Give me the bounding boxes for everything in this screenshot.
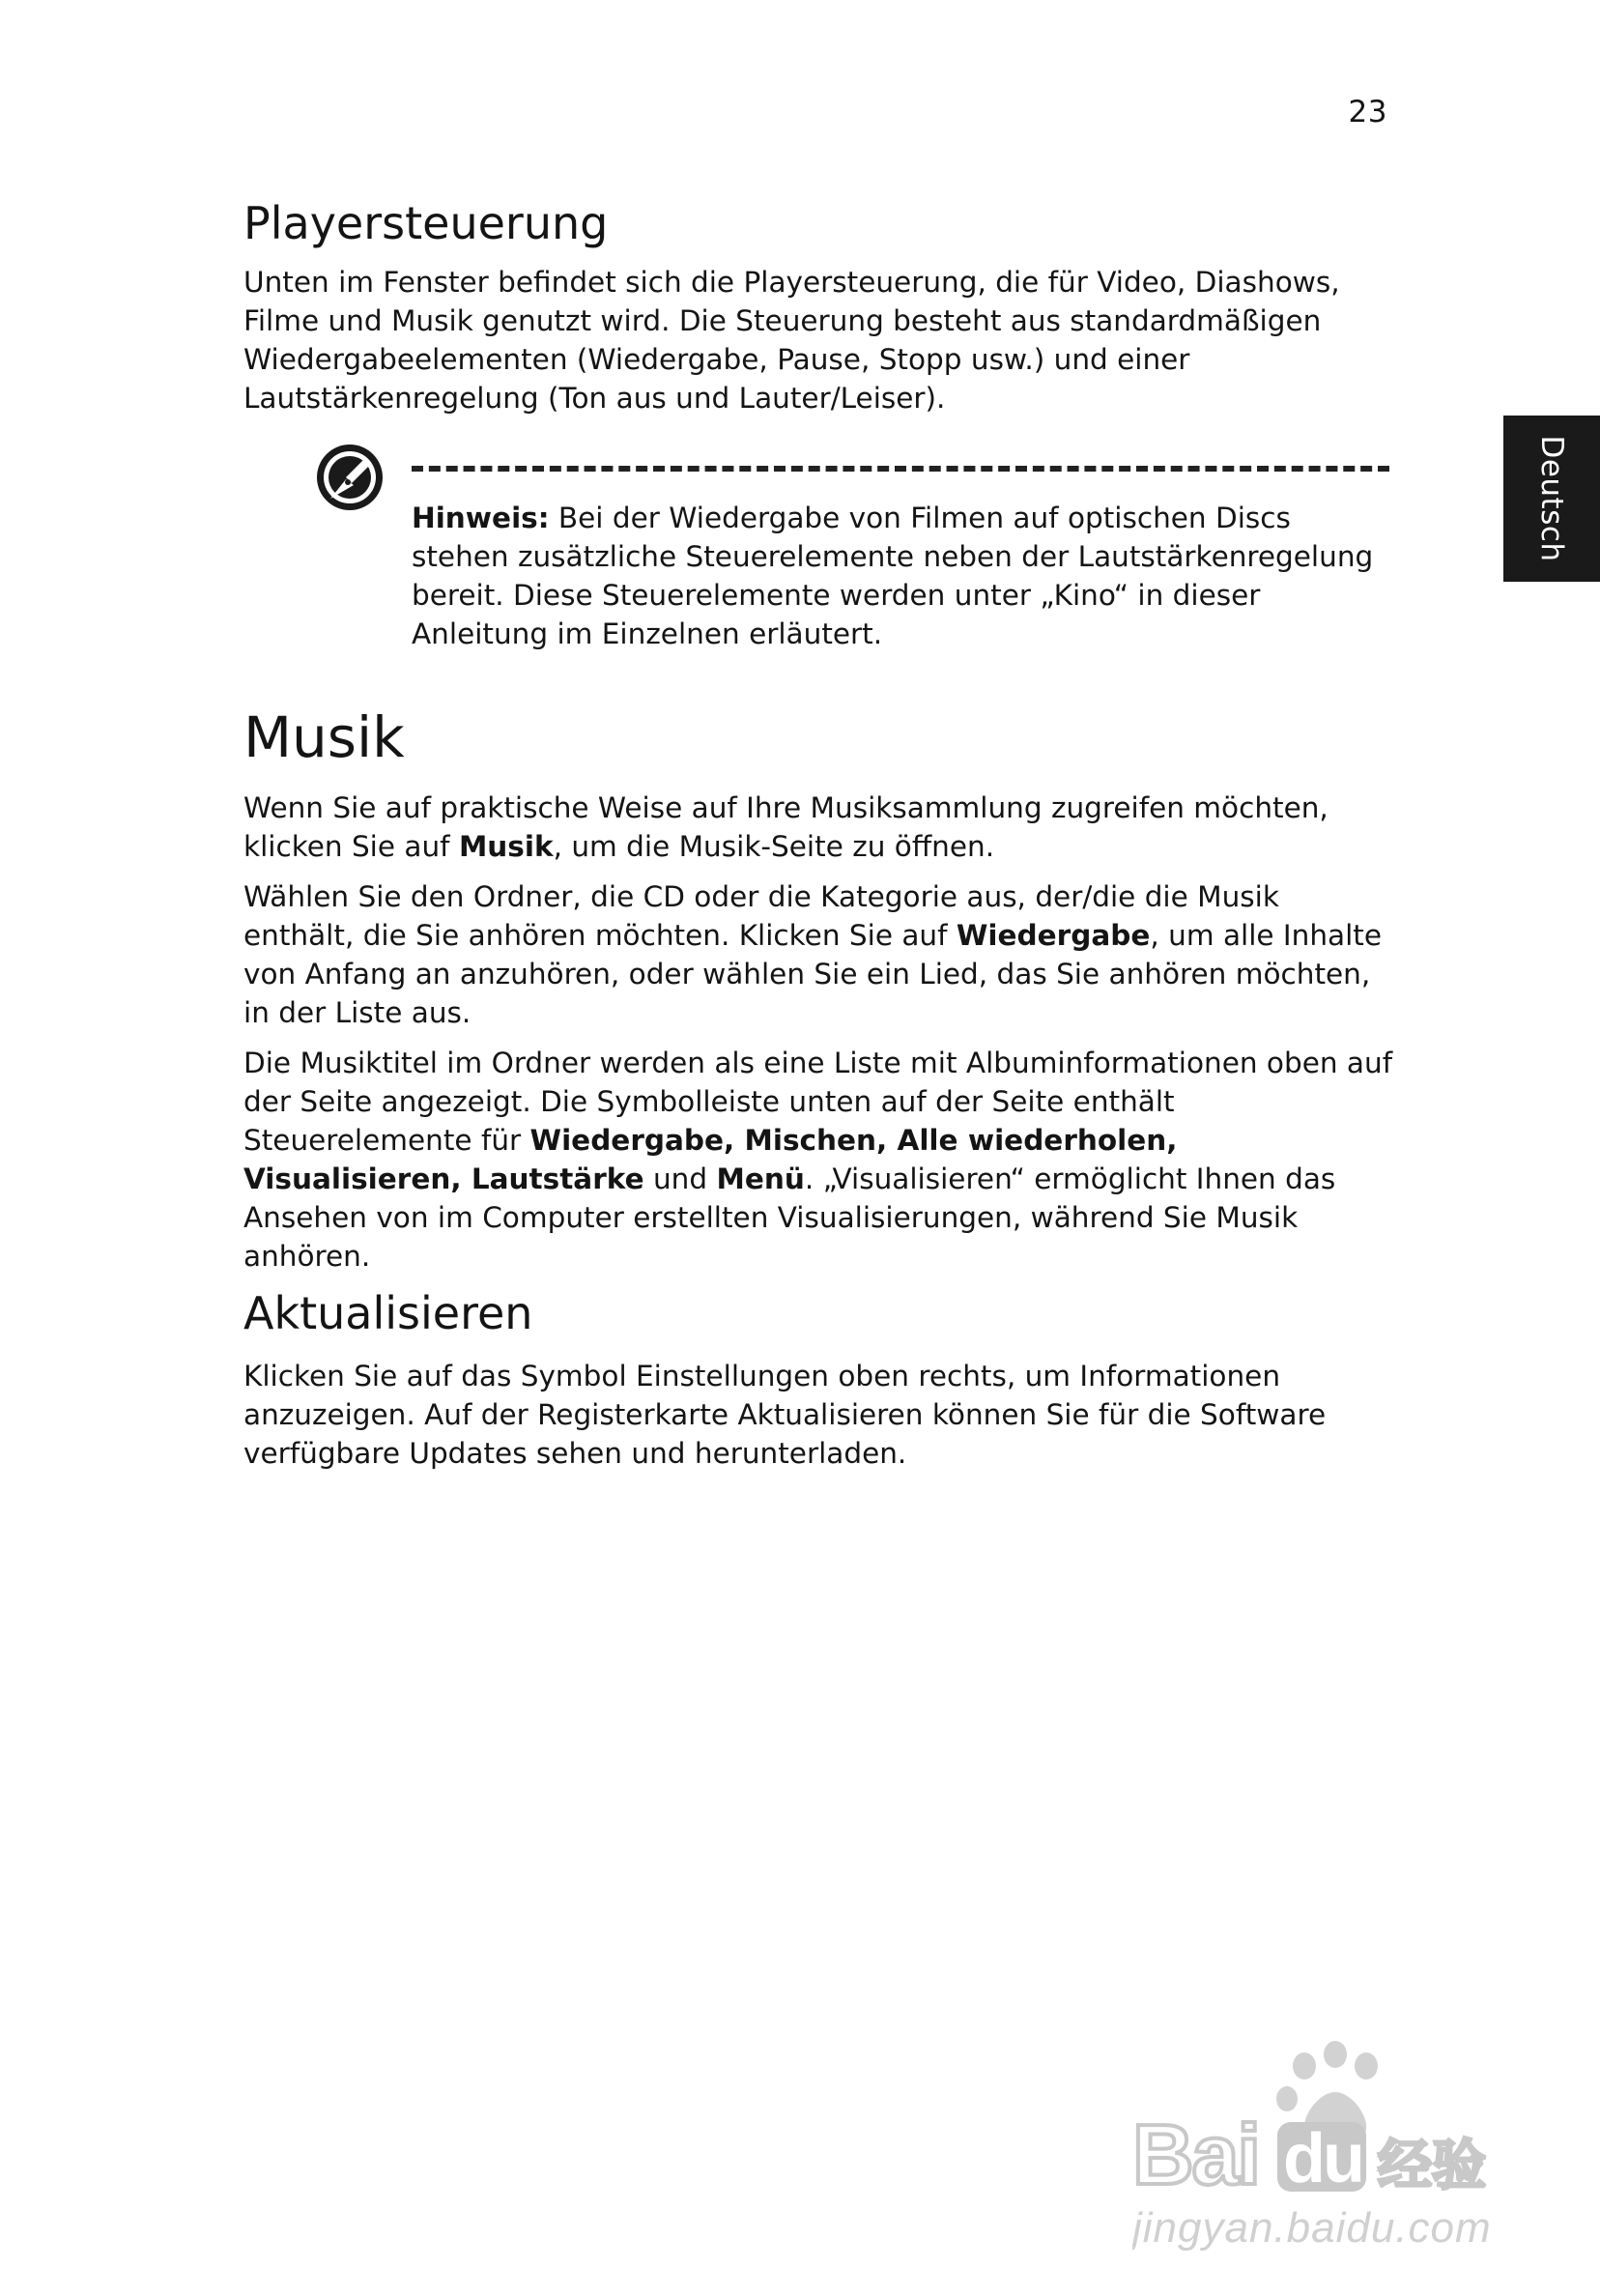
heading-musik: Musik — [243, 704, 405, 770]
paragraph-musik-2: Wählen Sie den Ordner, die CD oder die Kategorie aus, der/die die Musik enthält, die Sie anhören möchten. Klicken Sie auf Wiedergabe, um alle Inhalte von Anfang an anzuhören, oder wählen Sie ein Lied, das Sie anhören möchten, in der Liste aus. — [243, 880, 1383, 1029]
baidu-watermark — [1132, 2039, 1509, 2252]
paragraph-aktualisieren: Klicken Sie auf das Symbol Einstellungen oben rechts, um Informationen anzuzeigen. Auf der Registerkarte Aktualisieren können Sie für die Software verfügbare Updates sehen und herunterladen. — [243, 1360, 1327, 1470]
svg-text:du: du — [1283, 2120, 1362, 2197]
note-pen-icon — [311, 439, 388, 516]
svg-text:Bai: Bai — [1132, 2107, 1259, 2202]
heading-playersteuerung: Playersteuerung — [243, 197, 609, 249]
note-divider — [412, 466, 1389, 472]
language-tab-label: Deutsch — [1534, 435, 1569, 562]
note-text: Hinweis: Bei der Wiedergabe von Filmen auf optischen Discs stehen zusätzliche Steuerelemente neben der Lautstärkenregelung bereit. Diese Steuerelemente werden unter „Kino“ in dieser Anleitung im Einzelnen erläutert. — [412, 502, 1374, 650]
svg-text:经验: 经验 — [1378, 2135, 1486, 2197]
paragraph-playersteuerung: Unten im Fenster befindet sich die Playersteuerung, die für Video, Diashows, Filme und Musik genutzt wird. Die Steuerung besteht aus standardmäßigen Wiedergabeelementen (Wiedergabe, Pause, Stopp usw.) und einer Lautstärkenregelung (Ton aus und Lauter/Leiser). — [243, 266, 1340, 415]
paragraph-musik-3: Die Musiktitel im Ordner werden als eine Liste mit Albuminformationen oben auf der Seite angezeigt. Die Symbolleiste unten auf der Seite enthält Steuerelemente für Wiedergabe, Mischen, Alle wiederholen, Visualisieren, Lautstärke und Menü. „Visualisieren“ ermöglicht Ihnen das Ansehen von im Computer erstellten Visualisierungen, während Sie Musik anhören. — [243, 1047, 1393, 1273]
page-number: 23 — [1348, 95, 1387, 129]
language-tab — [1503, 416, 1600, 582]
svg-text:jingyan.baidu.com: jingyan.baidu.com — [1132, 2204, 1492, 2252]
paragraph-musik-1: Wenn Sie auf praktische Weise auf Ihre Musiksammlung zugreifen möchten, klicken Sie auf Musik, um die Musik-Seite zu öffnen. — [243, 791, 1329, 863]
heading-aktualisieren: Aktualisieren — [243, 1287, 533, 1339]
